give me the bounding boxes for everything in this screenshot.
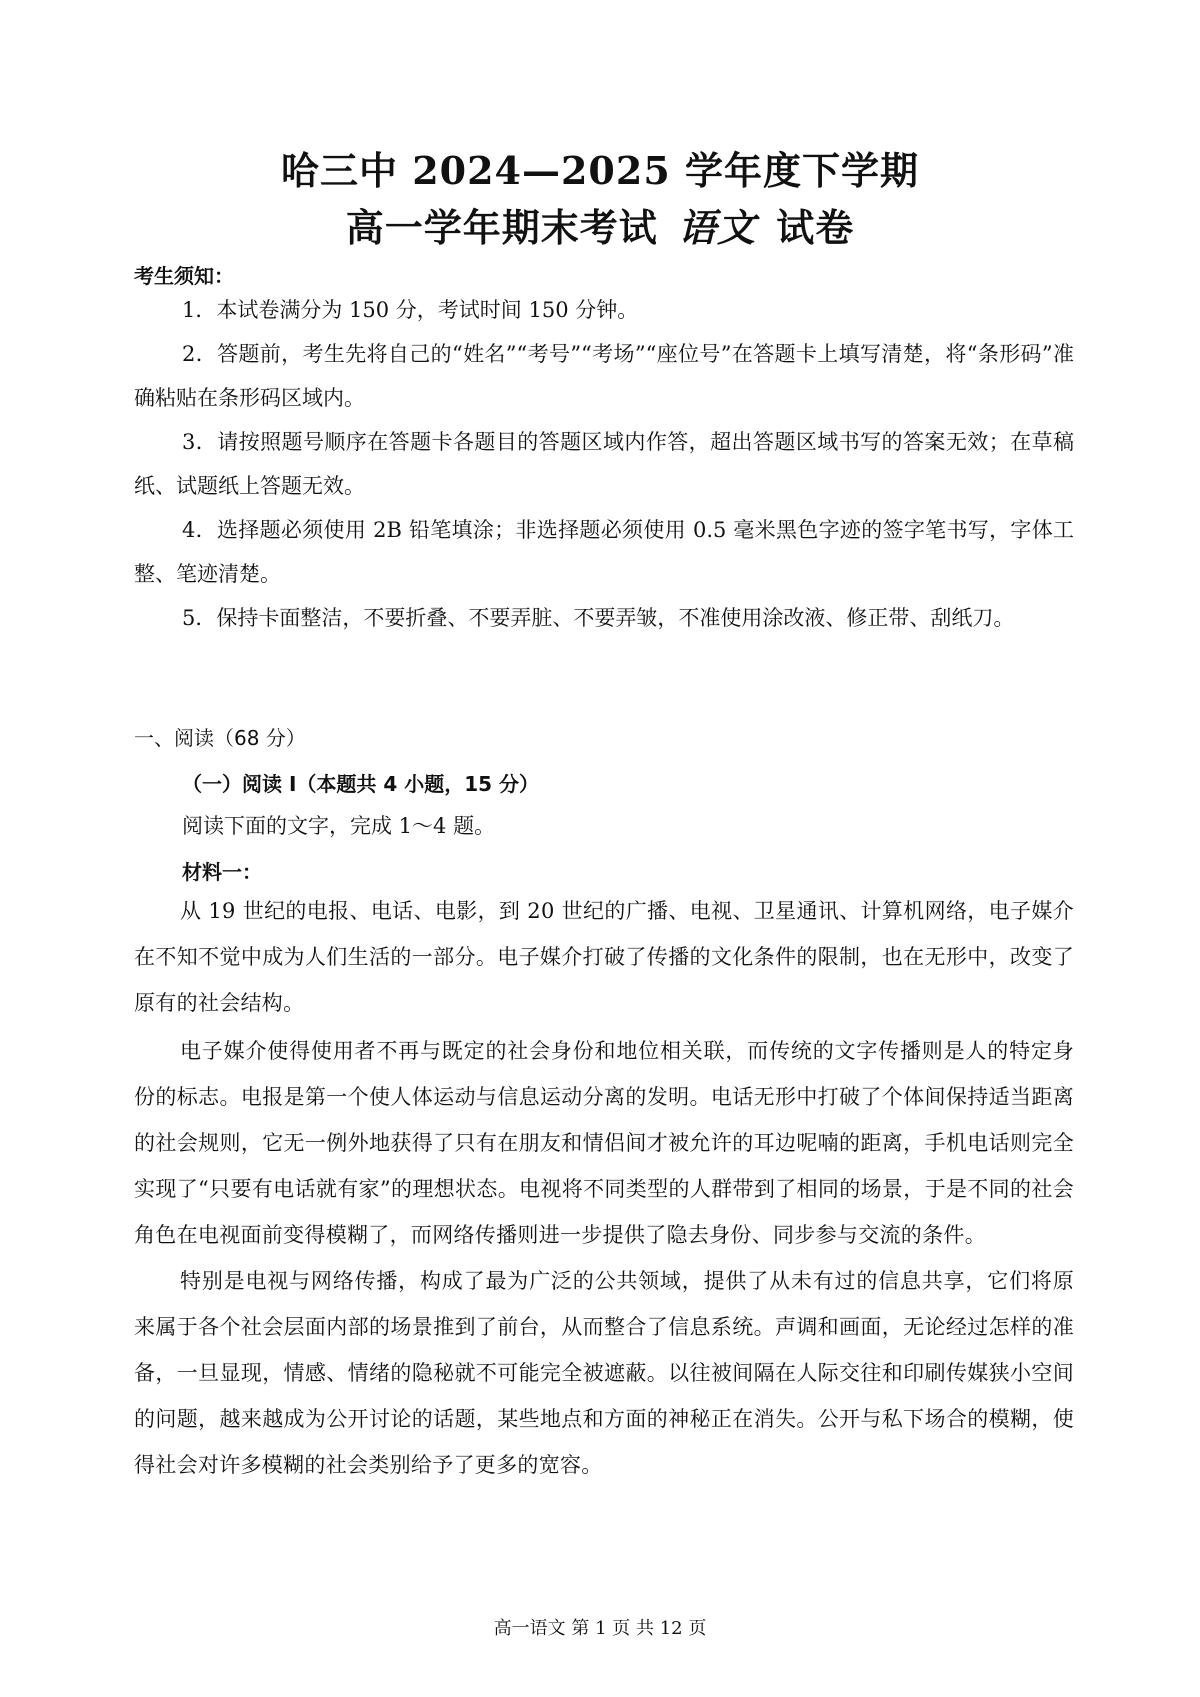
notice-heading: 考生须知： bbox=[134, 264, 234, 288]
material-paragraph: 电子媒介使得使用者不再与既定的社会身份和地位相关联，而传统的文字传播则是人的特定身份的标志。电报是第一个使人体运动与信息运动分离的发明。电话无形中打破了个体间保持适当距离的社会规则，它无一例外地获得了只有在朋友和情侣间才被允许的耳边呢喃的距离，手机电话则完全实现了“只要有电话就有家”的理想状态。电视将不同类型的人群带到了相同的场景，于是不同的社会角色在电视面前变得模糊了，而网络传播则进一步提供了隐去身份、同步参与交流的条件。 bbox=[134, 1039, 1074, 1247]
material-paragraph: 从 19 世纪的电报、电话、电影，到 20 世纪的广播、电视、卫星通讯、计算机网络，电子媒介在不知不觉中成为人们生活的一部分。电子媒介打破了传播的文化条件的限制，也在无形中，改变了原有的社会结构。 bbox=[134, 899, 1074, 1015]
exam-title-line1: 哈三中 2024—2025 学年度下学期 bbox=[281, 148, 919, 193]
notice-item: 2．答题前，考生先将自己的“姓名”“考号”“考场”“座位号”在答题卡上填写清楚，将“条形码”准确粘贴在条形码区域内。 bbox=[134, 342, 1074, 410]
exam-title-prefix: 高一学年期末考试 bbox=[345, 205, 658, 250]
notice-item: 5．保持卡面整洁，不要折叠、不要弄脏、不要弄皱，不准使用涂改液、修正带、刮纸刀。 bbox=[182, 606, 1015, 630]
exam-title-suffix: 试卷 bbox=[776, 205, 855, 250]
exam-title-line2 bbox=[0, 197, 1200, 252]
notice-item: 3．请按照题号顺序在答题卡各题目的答题区域内作答，超出答题区域书写的答案无效；在草稿纸、试题纸上答题无效。 bbox=[134, 430, 1074, 498]
material-label: 材料一： bbox=[182, 860, 262, 884]
notice-item: 1．本试卷满分为 150 分，考试时间 150 分钟。 bbox=[182, 298, 639, 322]
material-paragraph: 特别是电视与网络传播，构成了最为广泛的公共领域，提供了从未有过的信息共享，它们将原来属于各个社会层面内部的场景推到了前台，从而整合了信息系统。声调和画面，无论经过怎样的准备，一旦显现，情感、情绪的隐秘就不可能完全被遮蔽。以往被间隔在人际交往和印刷传媒狭小空间的问题，越来越成为公开讨论的话题，某些地点和方面的神秘正在消失。公开与私下场合的模糊，使得社会对许多模糊的社会类别给予了更多的宽容。 bbox=[134, 1269, 1074, 1477]
subsection-heading: （一）阅读 I（本题共 4 小题，15 分） bbox=[182, 772, 540, 796]
reading-instruction: 阅读下面的文字，完成 1～4 题。 bbox=[182, 814, 496, 838]
section-heading: 一、阅读（68 分） bbox=[134, 726, 306, 750]
page-footer: 高一语文 第 1 页 共 12 页 bbox=[493, 1618, 707, 1639]
exam-subject-label: 语文 bbox=[677, 205, 756, 250]
notice-item: 4．选择题必须使用 2B 铅笔填涂；非选择题必须使用 0.5 毫米黑色字迹的签字笔书写，字体工整、笔迹清楚。 bbox=[134, 518, 1074, 586]
